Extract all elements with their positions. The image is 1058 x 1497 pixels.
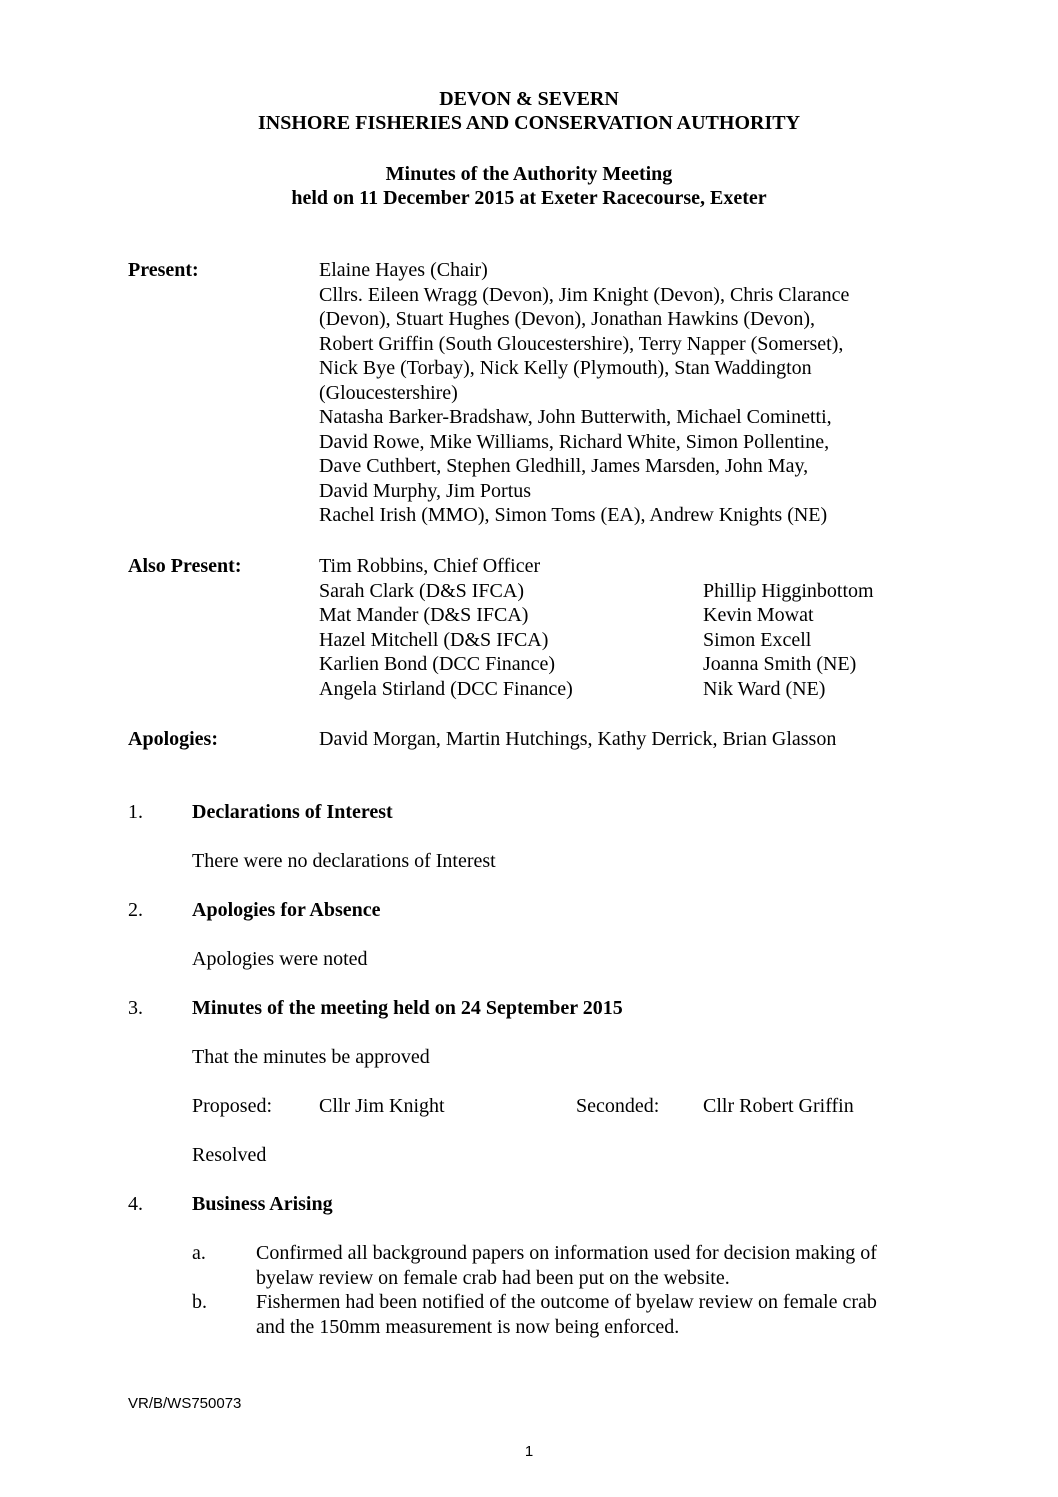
present-line: David Murphy, Jim Portus — [319, 480, 532, 502]
present-line: David Rowe, Mike Williams, Richard White, Simon Pollentine, — [319, 431, 830, 453]
also-present-left: Angela Stirland (DCC Finance) — [319, 678, 573, 700]
sub-item-line: and the 150mm measurement is now being enforced. — [256, 1316, 680, 1338]
item-number: 4. — [128, 1193, 143, 1215]
present-line: Nick Bye (Torbay), Nick Kelly (Plymouth), Stan Waddington — [319, 357, 812, 379]
item-heading: Declarations of Interest — [192, 801, 393, 823]
present-line: Elaine Hayes (Chair) — [319, 259, 488, 281]
org-name-line1: DEVON & SEVERN — [439, 88, 619, 110]
also-present-label: Also Present: — [128, 555, 242, 577]
also-present-right: Simon Excell — [703, 629, 812, 651]
proposed-name: Cllr Jim Knight — [319, 1095, 445, 1117]
item-text: There were no declarations of Interest — [192, 850, 496, 872]
sub-item-letter: a. — [192, 1242, 206, 1264]
present-line: Dave Cuthbert, Stephen Gledhill, James Marsden, John May, — [319, 455, 809, 477]
sub-item-line: Fishermen had been notified of the outcome of byelaw review on female crab — [256, 1291, 877, 1313]
minutes-subtitle: held on 11 December 2015 at Exeter Racecourse, Exeter — [291, 187, 767, 209]
item-number: 3. — [128, 997, 143, 1019]
also-present-left: Karlien Bond (DCC Finance) — [319, 653, 556, 675]
seconded-label: Seconded: — [576, 1095, 660, 1117]
present-line: Cllrs. Eileen Wragg (Devon), Jim Knight (Devon), Chris Clarance — [319, 284, 850, 306]
present-line: Robert Griffin (South Gloucestershire), Terry Napper (Somerset), — [319, 333, 844, 355]
sub-item-line: byelaw review on female crab had been put on the website. — [256, 1267, 730, 1289]
document-reference: VR/B/WS750073 — [128, 1395, 242, 1412]
present-line: Natasha Barker-Bradshaw, John Butterwith, Michael Cominetti, — [319, 406, 832, 428]
item-heading: Business Arising — [192, 1193, 333, 1215]
minutes-title: Minutes of the Authority Meeting — [385, 163, 673, 185]
also-present-right: Nik Ward (NE) — [703, 678, 826, 700]
also-present-right: Joanna Smith (NE) — [703, 653, 857, 675]
present-line: (Gloucestershire) — [319, 382, 458, 404]
proposed-label: Proposed: — [192, 1095, 272, 1117]
item-number: 2. — [128, 899, 143, 921]
resolved-text: Resolved — [192, 1144, 267, 1166]
sub-item-letter: b. — [192, 1291, 207, 1313]
item-text: Apologies were noted — [192, 948, 368, 970]
org-name-line2: INSHORE FISHERIES AND CONSERVATION AUTHORITY — [257, 112, 801, 134]
also-present-right: Kevin Mowat — [703, 604, 814, 626]
present-line: (Devon), Stuart Hughes (Devon), Jonathan Hawkins (Devon), — [319, 308, 815, 330]
also-present-right: Phillip Higginbottom — [703, 580, 874, 602]
present-line: Rachel Irish (MMO), Simon Toms (EA), Andrew Knights (NE) — [319, 504, 828, 526]
also-present-left: Mat Mander (D&S IFCA) — [319, 604, 529, 626]
also-present-first: Tim Robbins, Chief Officer — [319, 555, 541, 577]
item-number: 1. — [128, 801, 143, 823]
apologies-text: David Morgan, Martin Hutchings, Kathy Derrick, Brian Glasson — [319, 728, 837, 750]
apologies-label: Apologies: — [128, 728, 218, 750]
also-present-left: Hazel Mitchell (D&S IFCA) — [319, 629, 549, 651]
item-heading: Apologies for Absence — [192, 899, 381, 921]
seconded-name: Cllr Robert Griffin — [703, 1095, 854, 1117]
also-present-left: Sarah Clark (D&S IFCA) — [319, 580, 524, 602]
sub-item-line: Confirmed all background papers on information used for decision making of — [256, 1242, 877, 1264]
page-number: 1 — [524, 1443, 534, 1460]
present-label: Present: — [128, 259, 199, 281]
item-heading: Minutes of the meeting held on 24 September 2015 — [192, 997, 623, 1019]
item-text: That the minutes be approved — [192, 1046, 430, 1068]
